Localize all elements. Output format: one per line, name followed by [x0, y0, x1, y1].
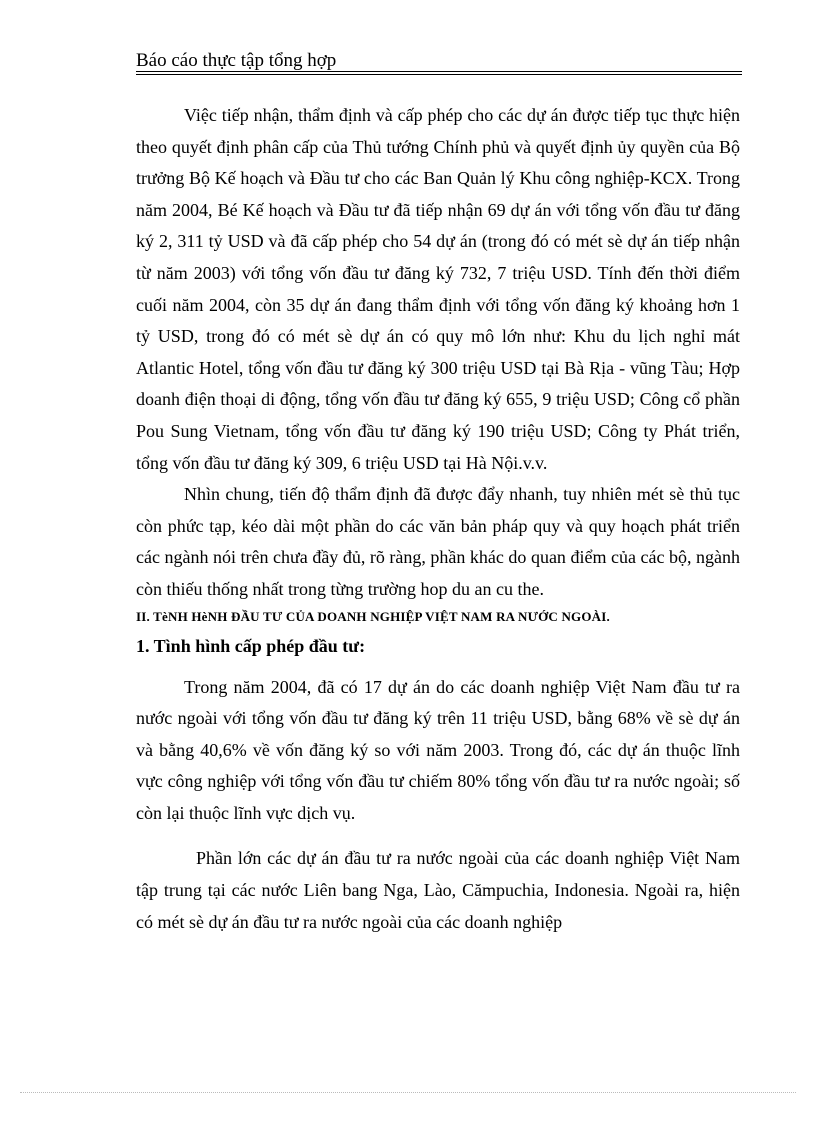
header-rule-double	[136, 74, 742, 75]
header-rule	[136, 71, 742, 72]
paragraph-overview: Nhìn chung, tiến độ thẩm định đã được đẩy nhanh, tuy nhiên mét sè thủ tục còn phức tạp, kéo dài một phần do các văn bản pháp quy và quy hoạch phát triển các ngành nói trên chưa đầy đủ, rõ ràng, phần khác do quan điểm của các bộ, ngành còn thiếu thống nhất trong từng trường hop du an cu the.	[136, 484, 740, 599]
section-heading-ii: II. TèNH HèNH ĐẦU TƯ CỦA DOANH NGHIỆP VIỆT NAM RA NƯỚC NGOÀI.	[136, 608, 610, 624]
page-bottom-border	[20, 1092, 796, 1093]
spacer	[136, 662, 740, 672]
page-header-title: Báo cáo thực tập tổng hợp	[136, 50, 337, 71]
spacer	[136, 829, 740, 843]
paragraph-licensing: Việc tiếp nhận, thẩm định và cấp phép cho các dự án được tiếp tục thực hiện theo quyết định phân cấp của Thủ tướng Chính phủ và quyết định ủy quyền của Bộ trưởng Bộ Kế hoạch và Đầu tư cho các Ban Quản lý Khu công nghiệp-KCX. Trong năm 2004, Bé Kế hoạch và Đầu tư đã tiếp nhận 69 dự án với tổng vốn đầu tư đăng ký 2, 311 tỷ USD và đã cấp phép cho 54 dự án (trong đó có mét sè dự án tiếp nhận từ năm 2003) với tổng vốn đầu tư đăng ký 732, 7 triệu USD. Tính đến thời điểm cuối năm 2004, còn 35 dự án đang thẩm định với tổng vốn đăng ký khoảng hơn 1 tỷ USD, trong đó có mét sè dự án có quy mô lớn như: Khu du lịch nghỉ mát Atlantic Hotel, tổng vốn đầu tư đăng ký 300 triệu USD tại Bà Rịa - vũng Tàu; Hợp doanh điện thoại di động, tổng vốn đầu tư đăng ký 655, 9 triệu USD; Công cổ phần Pou Sung Vietnam, tổng vốn đầu tư đăng ký 190 triệu USD; Công ty Phát triển, tổng vốn đầu tư đăng ký 309, 6 triệu USD tại Hà Nội.v.v.	[136, 105, 740, 473]
paragraph-destination-countries: Phần lớn các dự án đầu tư ra nước ngoài của các doanh nghiệp Việt Nam tập trung tại các nước Liên bang Nga, Lào, Cămpuchia, Indonesia. Ngoài ra, hiện có mét sè dự án đầu tư ra nước ngoài của các doanh nghiệp	[136, 848, 740, 932]
subsection-heading-1: 1. Tình hình cấp phép đầu tư:	[136, 635, 366, 656]
document-body	[136, 100, 740, 938]
paragraph-outward-investment: Trong năm 2004, đã có 17 dự án do các doanh nghiệp Việt Nam đầu tư ra nước ngoài với tổng vốn đầu tư đăng ký trên 11 triệu USD, bằng 68% về sè dự án và bằng 40,6% về vốn đăng ký so với năm 2003. Trong đó, các dự án thuộc lĩnh vực công nghiệp với tổng vốn đầu tư chiếm 80% tổng vốn đầu tư ra nước ngoài; số còn lại thuộc lĩnh vực dịch vụ.	[136, 676, 740, 823]
